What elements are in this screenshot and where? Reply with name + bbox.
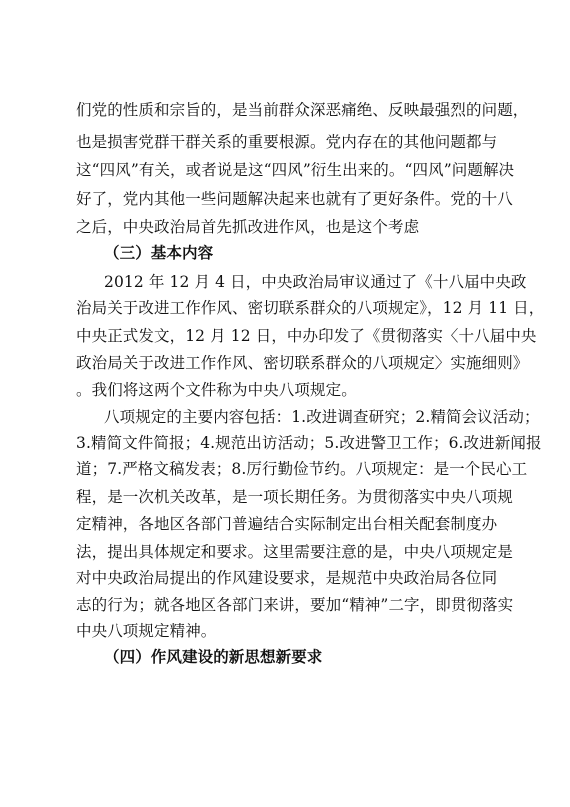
text-line: 治局关于改进工作作风、密切联系群众的八项规定》，12 月 11 日， — [76, 299, 545, 317]
text-line: 法，提出具体规定和要求。这里需要注意的是，中央八项规定是 — [76, 543, 513, 561]
text-line: 八项规定的主要内容包括：1.改进调查研究；2.精简会议活动； — [104, 408, 540, 426]
text-line: 道；7.严格文稿发表；8.厉行勤俭节约。八项规定：是一个民心工 — [76, 460, 528, 478]
text-line: 们党的性质和宗旨的，是当前群众深恶痛绝、反映最强烈的问题， — [76, 101, 529, 119]
text-line: 中央正式发文，12 月 12 日，中办印发了《贯彻落实〈十八届中央 — [76, 327, 537, 345]
text-line: 政治局关于改进工作作风、密切联系群众的八项规定〉实施细则》 — [76, 354, 529, 372]
text-line: 定精神，各地区各部门普遍结合实际制定出台相关配套制度办 — [76, 515, 498, 533]
text-line: 3.精简文件简报；4.规范出访活动；5.改进警卫工作；6.改进新闻报 — [76, 434, 542, 452]
text-line: 对中央政治局提出的作风建设要求，是规范中央政治局各位同 — [76, 569, 498, 587]
text-line: 好了，党内其他一些问题解决起来也就有了更好条件。党的十八 — [76, 190, 513, 208]
text-line: 志的行为；就各地区各部门来讲，要加“精神”二字，即贯彻落实 — [76, 596, 514, 614]
section-heading: （三）基本内容 — [104, 243, 214, 262]
section-heading: （四）作风建设的新思想新要求 — [104, 647, 323, 666]
text-line: 。我们将这两个文件称为中央八项规定。 — [76, 381, 357, 399]
text-line: 2012 年 12 月 4 日，中央政治局审议通过了《十八届中央政 — [104, 273, 527, 291]
text-line: 程，是一次机关改革，是一项长期任务。为贯彻落实中央八项规 — [76, 488, 513, 506]
text-line: 之后，中央政治局首先抓改进作风，也是这个考虑 — [76, 218, 420, 236]
text-line: 这“四风”有关，或者说是这“四风”衍生出来的。“四风”问题解决 — [76, 161, 515, 179]
text-line: 中央八项规定精神。 — [76, 622, 217, 640]
text-line: 也是损害党群干群关系的重要根源。党内存在的其他问题都与 — [76, 133, 498, 151]
